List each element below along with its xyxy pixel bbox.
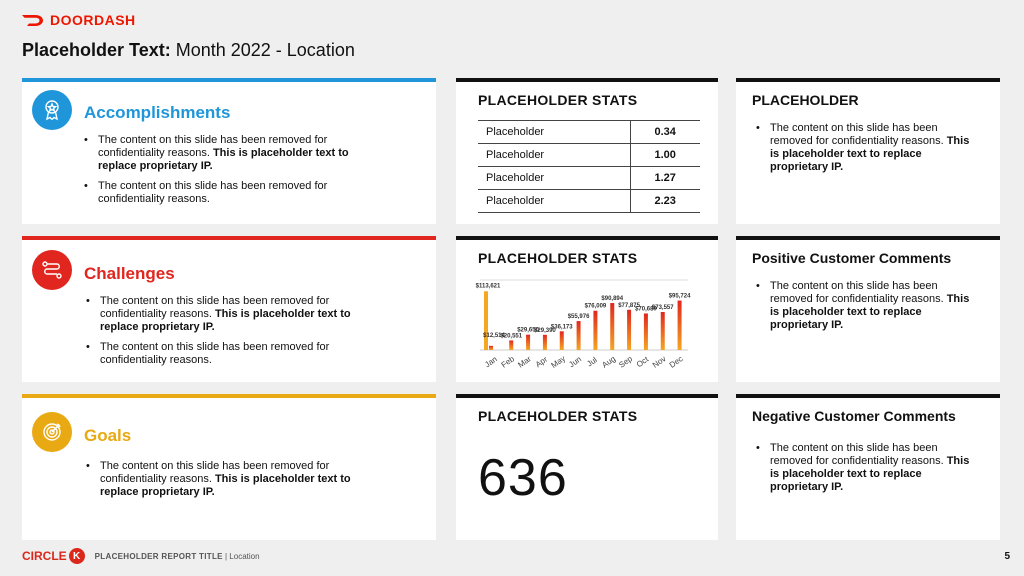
challenges-card	[22, 236, 436, 382]
chart-bar	[661, 312, 665, 350]
chart-bar	[678, 301, 682, 350]
chart-bar	[627, 310, 631, 350]
table-row: Placeholder 1.00	[478, 144, 700, 167]
chart-data-label: $77,875	[618, 302, 640, 309]
challenges-title: Challenges	[84, 264, 175, 283]
stats-table-title: PLACEHOLDER STATS	[478, 92, 638, 108]
stats-table-card	[456, 78, 718, 224]
chart-data-label: $70,689	[635, 306, 657, 313]
chart-tick-label: Oct	[634, 354, 651, 370]
chart-tick-label: May	[549, 353, 568, 370]
chart-tick-label: Jan	[483, 354, 499, 370]
list-item: • The content on this slide has been removed for confidentiality reasons. This is placeholder text to replace proprietary IP.	[86, 295, 386, 334]
monthly-bar-chart	[456, 274, 718, 384]
accomplishments-bullets	[84, 134, 384, 213]
list-item: • The content on this slide has been removed for confidentiality reasons. This is placeholder text to replace proprietary IP.	[756, 280, 976, 332]
positive-comments-card	[736, 236, 1000, 382]
stats-big-number: 636	[478, 449, 568, 507]
chart-tick-label: Sep	[617, 354, 635, 370]
list-item: • The content on this slide has been removed for confidentiality reasons. This is placeholder text to replace proprietary IP.	[756, 442, 976, 494]
chart-data-label: $29,650	[517, 327, 539, 334]
placeholder-bullets	[756, 122, 976, 181]
chart-bar	[489, 346, 493, 350]
chart-bar	[526, 335, 530, 350]
positive-comments-bullets	[756, 280, 976, 339]
chart-tick-label: Jul	[585, 355, 599, 369]
target-icon	[32, 412, 72, 452]
chart-bar	[577, 321, 581, 350]
stats-chart-title: PLACEHOLDER STATS	[478, 250, 638, 266]
placeholder-card	[736, 78, 1000, 224]
chart-bar	[644, 313, 648, 350]
report-title: PLACEHOLDER REPORT TITLE | Location	[94, 551, 260, 561]
chart-data-label: $36,173	[550, 324, 573, 331]
list-item: • The content on this slide has been removed for confidentiality reasons. This is placeholder text to replace proprietary IP.	[756, 122, 976, 174]
table-row: Placeholder 2.23	[478, 190, 700, 213]
list-item: • The content on this slide has been removed for confidentiality reasons.	[86, 341, 386, 367]
page-number: 5	[1004, 551, 1010, 562]
accomplishments-card	[22, 78, 436, 224]
chart-tick-label: Nov	[650, 354, 668, 370]
chart-bar	[509, 340, 513, 350]
goals-bullets	[86, 460, 386, 506]
negative-comments-card	[736, 394, 1000, 540]
chart-bar	[484, 291, 488, 350]
chart-bar	[610, 303, 614, 350]
chart-tick-label: Jun	[567, 354, 584, 370]
chart-data-label: $29,390	[534, 327, 556, 334]
chart-data-label: $95,724	[668, 293, 691, 300]
chart-data-label: $113,621	[475, 283, 501, 290]
chart-data-label: $20,551	[500, 333, 523, 340]
page-title	[22, 40, 355, 61]
chart-tick-label: Dec	[667, 354, 685, 370]
positive-comments-title: Positive Customer Comments	[752, 250, 952, 266]
table-row: Placeholder 1.27	[478, 167, 700, 190]
placeholder-title: PLACEHOLDER	[752, 92, 859, 108]
list-item: • The content on this slide has been removed for confidentiality reasons.	[84, 180, 384, 206]
negative-comments-bullets	[756, 442, 976, 501]
stats-number-title: PLACEHOLDER STATS	[478, 408, 638, 424]
chart-bar	[560, 331, 564, 350]
winding-path-icon	[32, 250, 72, 290]
chart-tick-label: Feb	[499, 354, 517, 370]
page-title-bold: Placeholder Text:	[22, 40, 171, 60]
challenges-bullets	[86, 295, 386, 374]
page-title-rest: Month 2022 - Location	[170, 40, 355, 60]
stats-number-card	[456, 394, 718, 540]
goals-card	[22, 394, 436, 540]
chart-tick-label: Apr	[533, 354, 550, 370]
negative-comments-title: Negative Customer Comments	[752, 408, 956, 424]
chart-data-label: $90,894	[601, 296, 624, 303]
table-row: Placeholder 0.34	[478, 121, 700, 144]
footer	[22, 548, 260, 564]
stats-table	[478, 120, 700, 213]
chart-data-label: $12,514	[483, 333, 505, 339]
chart-data-label: $55,976	[567, 314, 590, 321]
chart-data-label: $76,009	[584, 303, 607, 310]
award-ribbon-icon	[32, 90, 72, 130]
chart-bar	[543, 335, 547, 350]
chart-tick-label: Mar	[516, 354, 533, 370]
accomplishments-title: Accomplishments	[84, 103, 231, 122]
chart-bar	[593, 311, 597, 350]
chart-tick-label: Aug	[600, 354, 618, 370]
doordash-dash-icon	[22, 14, 44, 27]
goals-title: Goals	[84, 426, 132, 445]
stats-chart-card	[456, 236, 718, 382]
brand-name: DOORDASH	[50, 12, 136, 28]
list-item: • The content on this slide has been removed for confidentiality reasons. This is placeholder text to replace proprietary IP.	[84, 134, 384, 173]
list-item: • The content on this slide has been removed for confidentiality reasons. This is placeholder text to replace proprietary IP.	[86, 460, 386, 499]
doordash-logo	[22, 12, 136, 28]
chart-data-label: $73,557	[651, 304, 674, 311]
circle-k-logo: CIRCLE K	[22, 548, 85, 564]
